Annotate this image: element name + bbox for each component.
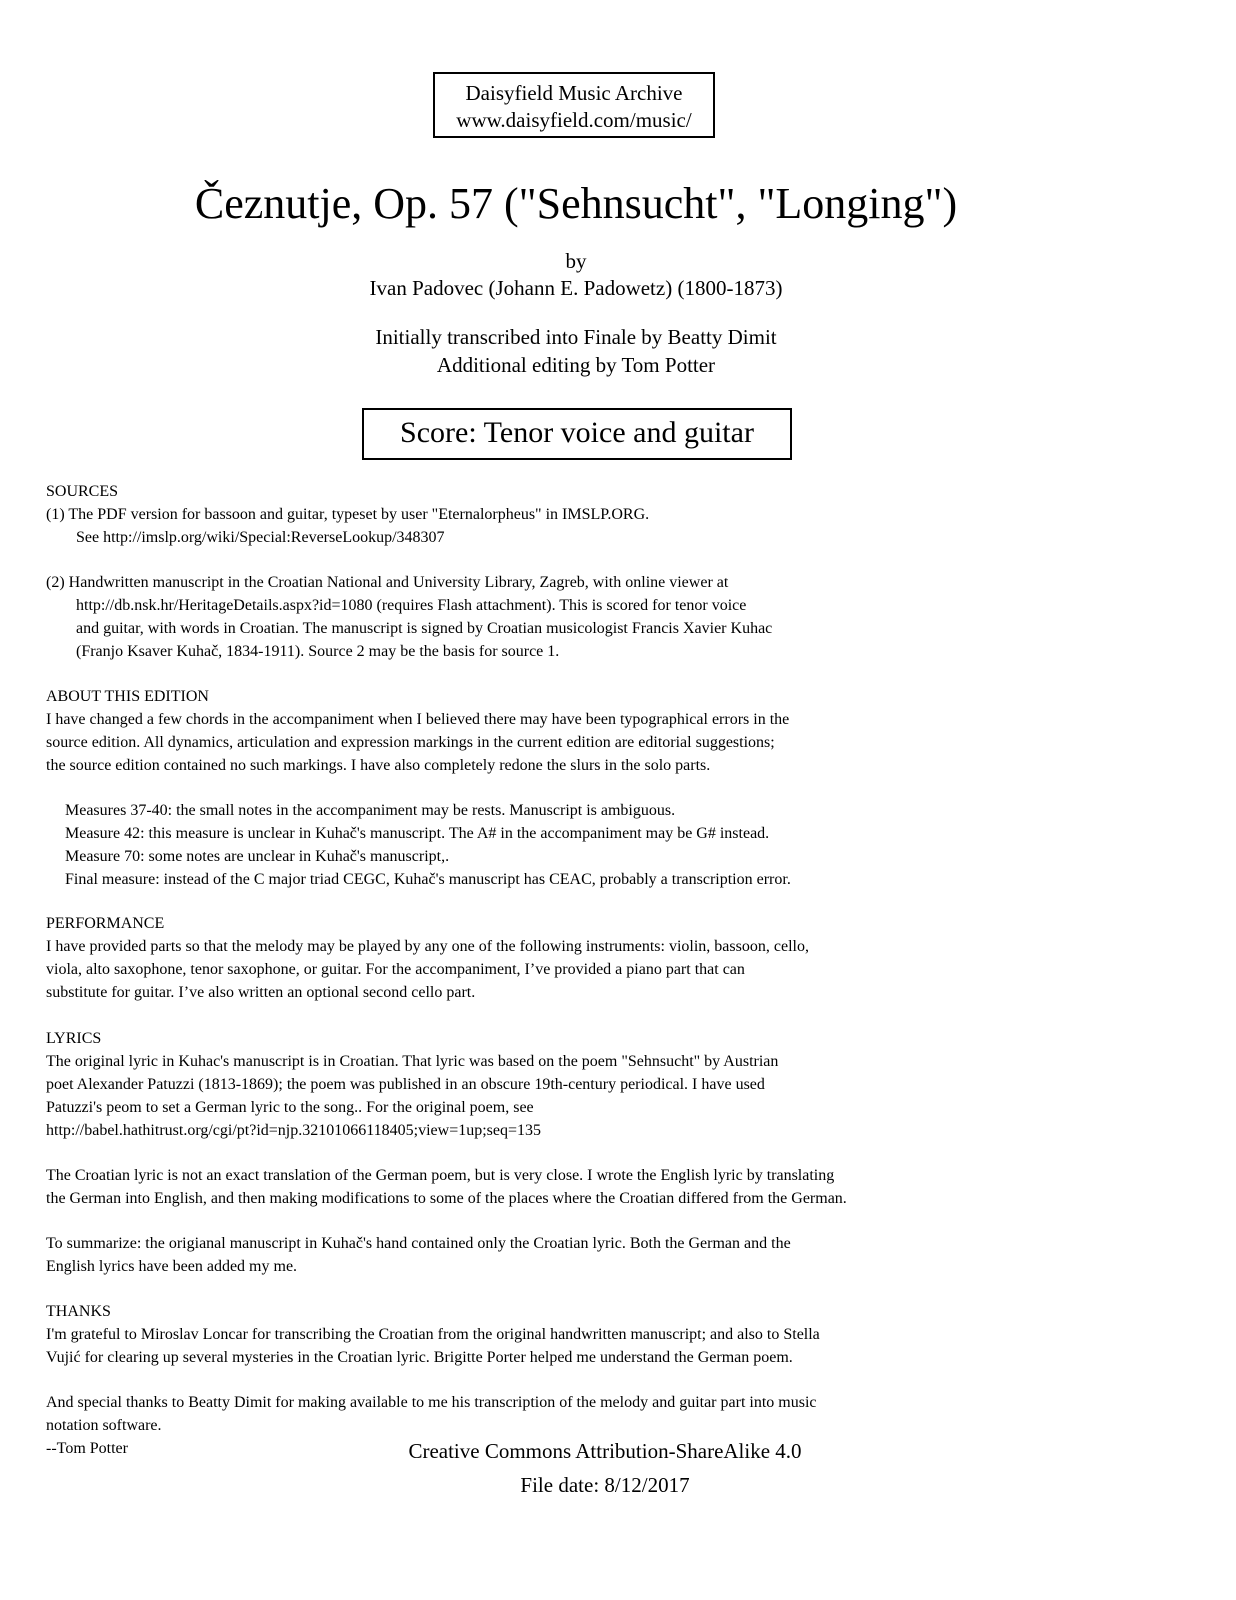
source-1-link: See http://imslp.org/wiki/Special:ReverseLookup/348307	[76, 529, 445, 546]
about-heading: ABOUT THIS EDITION	[46, 688, 209, 705]
composer: Ivan Padovec (Johann E. Padowetz) (1800-1873)	[369, 276, 783, 300]
thanks-line: And special thanks to Beatty Dimit for making available to me his transcription of the melody and guitar part into music	[46, 1394, 817, 1411]
lyrics-line: poet Alexander Patuzzi (1813-1869); the poem was published in an obscure 19th-century periodical. I have used	[46, 1076, 765, 1093]
lyrics-section	[46, 1027, 1046, 1142]
signature: --Tom Potter	[46, 1440, 128, 1457]
lyrics-para-2	[46, 1164, 1046, 1210]
thanks-line: Vujić for clearing up several mysteries in the Croatian lyric. Brigitte Porter helped me understand the German poem.	[46, 1349, 793, 1366]
lyrics-line: The original lyric in Kuhac's manuscript is in Croatian. That lyric was based on the poem "Sehnsucht" by Austrian	[46, 1053, 779, 1070]
file-date: File date: 8/12/2017	[520, 1473, 690, 1497]
measure-note: Final measure: instead of the C major triad CEGC, Kuhač's manuscript has CEAC, probably a transcription error.	[65, 871, 791, 888]
thanks-heading: THANKS	[46, 1303, 111, 1320]
measure-note: Measure 42: this measure is unclear in Kuhač's manuscript. The A# in the accompaniment may be G# instead.	[65, 825, 770, 842]
about-line: the source edition contained no such markings. I have also completely redone the slurs in the solo parts.	[46, 757, 711, 774]
measure-note: Measure 70: some notes are unclear in Kuhač's manuscript,.	[65, 848, 450, 865]
performance-line: I have provided parts so that the melody may be played by any one of the following instruments: violin, bassoon, cello,	[46, 938, 809, 955]
source-2	[46, 571, 1046, 663]
lyrics-line: Patuzzi's peom to set a German lyric to the song.. For the original poem, see	[46, 1099, 534, 1116]
source-2-line: (2) Handwritten manuscript in the Croatian National and University Library, Zagreb, with online viewer at	[46, 574, 729, 591]
lyrics-line: To summarize: the origianal manuscript in Kuhač's hand contained only the Croatian lyric. Both the German and the	[46, 1235, 791, 1252]
performance-line: viola, alto saxophone, tenor saxophone, or guitar. For the accompaniment, I’ve provided a piano part that can	[46, 961, 745, 978]
page-title: Čeznutje, Op. 57 ("Sehnsucht", "Longing")	[194, 179, 958, 228]
lyrics-line: The Croatian lyric is not an exact translation of the German poem, but is very close. I wrote the English lyric by translating	[46, 1167, 835, 1184]
sources-section	[46, 480, 1046, 549]
thanks-line: I'm grateful to Miroslav Loncar for transcribing the Croatian from the original handwritten manuscript; and also to Stella	[46, 1326, 820, 1343]
lyrics-heading: LYRICS	[46, 1030, 102, 1047]
thanks-section	[46, 1300, 1046, 1369]
performance-section	[46, 912, 1046, 1004]
source-2-line: and guitar, with words in Croatian. The manuscript is signed by Croatian musicologist Francis Xavier Kuhac	[76, 620, 773, 637]
thanks-line: notation software.	[46, 1417, 162, 1434]
credit-transcription: Initially transcribed into Finale by Beatty Dimit	[375, 325, 777, 349]
measure-note: Measures 37-40: the small notes in the accompaniment may be rests. Manuscript is ambiguous.	[65, 802, 676, 819]
credit-editing: Additional editing by Tom Potter	[436, 353, 716, 377]
lyrics-link: http://babel.hathitrust.org/cgi/pt?id=njp.32101066118405;view=1up;seq=135	[46, 1122, 542, 1139]
lyrics-line: the German into English, and then making modifications to some of the places where the Croatian differed from the German.	[46, 1190, 847, 1207]
about-line: I have changed a few chords in the accompaniment when I believed there may have been typographical errors in the	[46, 711, 790, 728]
measure-notes	[46, 799, 1046, 891]
archive-name: Daisyfield Music Archive	[465, 81, 683, 105]
archive-box	[433, 72, 715, 138]
score-label: Score: Tenor voice and guitar	[362, 408, 792, 460]
source-2-line: (Franjo Ksaver Kuhač, 1834-1911). Source 2 may be the basis for source 1.	[76, 643, 560, 660]
performance-line: substitute for guitar. I’ve also written an optional second cello part.	[46, 984, 476, 1001]
by-line: by	[565, 249, 587, 273]
license-text: Creative Commons Attribution-ShareAlike 4.0	[408, 1439, 802, 1463]
performance-heading: PERFORMANCE	[46, 915, 165, 932]
source-1-line: (1) The PDF version for bassoon and guitar, typeset by user "Eternalorpheus" in IMSLP.ORG.	[46, 506, 650, 523]
about-line: source edition. All dynamics, articulation and expression markings in the current edition are editorial suggestions;	[46, 734, 775, 751]
archive-url: www.daisyfield.com/music/	[456, 108, 692, 132]
about-section	[46, 685, 1046, 777]
lyrics-para-3	[46, 1232, 1046, 1278]
lyrics-line: English lyrics have been added my me.	[46, 1258, 298, 1275]
sources-heading: SOURCES	[46, 483, 119, 500]
source-2-line: http://db.nsk.hr/HeritageDetails.aspx?id=1080 (requires Flash attachment). This is scored for tenor voice	[76, 597, 747, 614]
